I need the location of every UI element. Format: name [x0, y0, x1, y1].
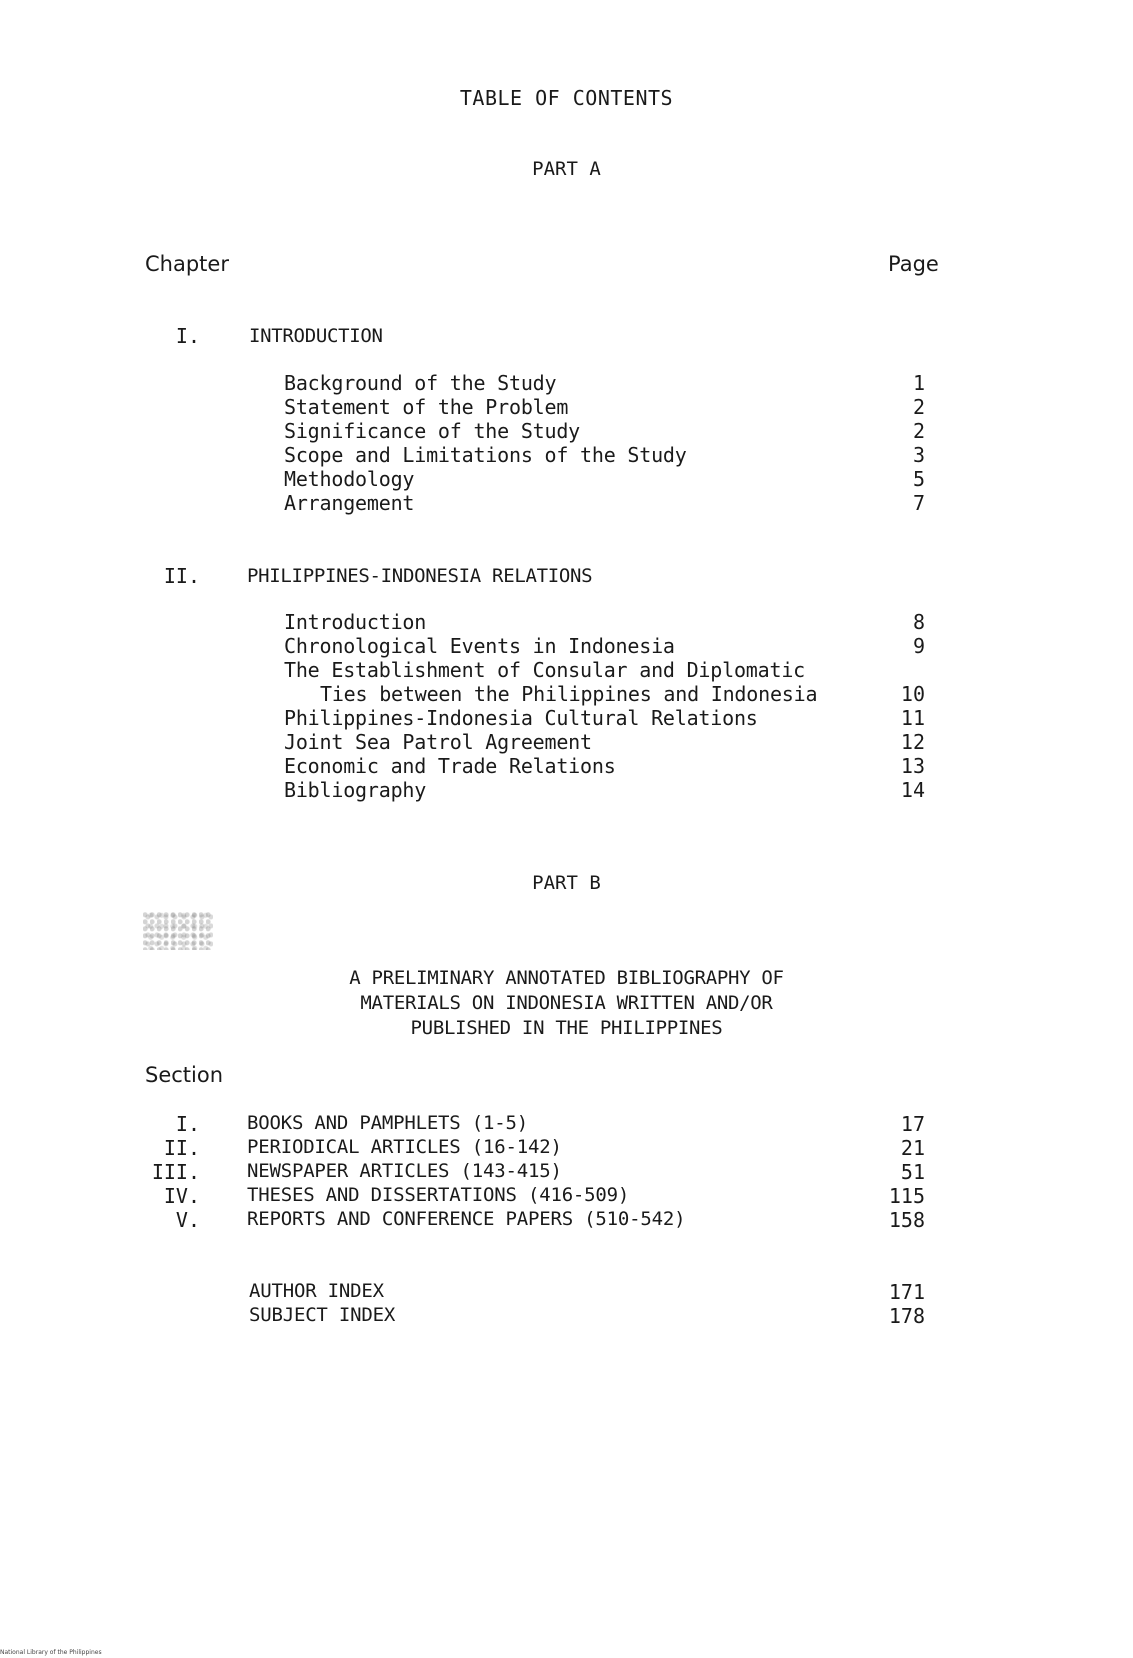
toc-entry: Economic and Trade Relations [284, 754, 616, 778]
section-page-number: 115 [888, 1184, 925, 1208]
toc-entry: Philippines-Indonesia Cultural Relations [284, 706, 758, 730]
subject-index-page: 178 [888, 1304, 925, 1328]
chapter-number: I. [175, 324, 200, 348]
scan-smudge [143, 912, 213, 950]
document-title: TABLE OF CONTENTS [459, 86, 674, 110]
toc-entry: Background of the Study [284, 371, 557, 395]
toc-page-number: 14 [900, 778, 925, 802]
chapter-column-heading: Chapter [145, 252, 229, 276]
toc-entry: Joint Sea Patrol Agreement [284, 730, 592, 754]
toc-entry: Chronological Events in Indonesia [284, 634, 675, 658]
toc-entry: Statement of the Problem [284, 395, 569, 419]
section-column-heading: Section [145, 1063, 224, 1087]
part-b-title [0, 966, 1133, 1041]
toc-entry: The Establishment of Consular and Diplomatic [284, 658, 806, 682]
subject-index-title: SUBJECT INDEX [249, 1304, 396, 1326]
toc-entry: Methodology [284, 467, 415, 491]
section-page-number: 158 [888, 1208, 925, 1232]
section-number: IV. [163, 1184, 200, 1208]
toc-page-number: 8 [912, 610, 925, 634]
toc-page-number: 11 [900, 706, 925, 730]
toc-page-number: 12 [900, 730, 925, 754]
chapter-number: II. [163, 564, 200, 588]
toc-page-number: 7 [912, 491, 925, 515]
section-page-number: 17 [900, 1112, 925, 1136]
chapter-title: PHILIPPINES-INDONESIA RELATIONS [247, 565, 593, 587]
author-index-title: AUTHOR INDEX [249, 1280, 384, 1302]
section-title: PERIODICAL ARTICLES (16-142) [247, 1136, 562, 1158]
toc-page-number: 9 [912, 634, 925, 658]
toc-entry: Bibliography [284, 778, 427, 802]
toc-page-number: 2 [912, 419, 925, 443]
part-b-label: PART B [532, 872, 601, 894]
part-b-title-line: MATERIALS ON INDONESIA WRITTEN AND/OR [360, 992, 773, 1014]
section-number: II. [163, 1136, 200, 1160]
library-stamp: National Library of the Philippines [0, 1649, 102, 1656]
section-number: I. [175, 1112, 200, 1136]
toc-entry: Ties between the Philippines and Indonesia [320, 682, 818, 706]
section-title: THESES AND DISSERTATIONS (416-509) [247, 1184, 630, 1206]
toc-entry: Scope and Limitations of the Study [284, 443, 687, 467]
author-index-page: 171 [888, 1280, 925, 1304]
section-title: BOOKS AND PAMPHLETS (1-5) [247, 1112, 528, 1134]
toc-page-number: 1 [912, 371, 925, 395]
toc-page-number: 13 [900, 754, 925, 778]
section-title: REPORTS AND CONFERENCE PAPERS (510-542) [247, 1208, 686, 1230]
toc-page-number: 10 [900, 682, 925, 706]
page-column-heading: Page [888, 252, 939, 276]
part-b-title-line: A PRELIMINARY ANNOTATED BIBLIOGRAPHY OF [349, 967, 784, 989]
chapter-title: INTRODUCTION [249, 325, 383, 347]
toc-page-number: 5 [912, 467, 925, 491]
toc-page-number: 2 [912, 395, 925, 419]
toc-entry: Significance of the Study [284, 419, 581, 443]
part-a-label: PART A [532, 158, 601, 180]
toc-entry: Introduction [284, 610, 427, 634]
part-b-title-line: PUBLISHED IN THE PHILIPPINES [410, 1017, 723, 1039]
section-page-number: 21 [900, 1136, 925, 1160]
section-title: NEWSPAPER ARTICLES (143-415) [247, 1160, 562, 1182]
toc-page-number: 3 [912, 443, 925, 467]
section-number: III. [151, 1160, 200, 1184]
section-page-number: 51 [900, 1160, 925, 1184]
section-number: V. [175, 1208, 200, 1232]
toc-entry: Arrangement [284, 491, 415, 515]
